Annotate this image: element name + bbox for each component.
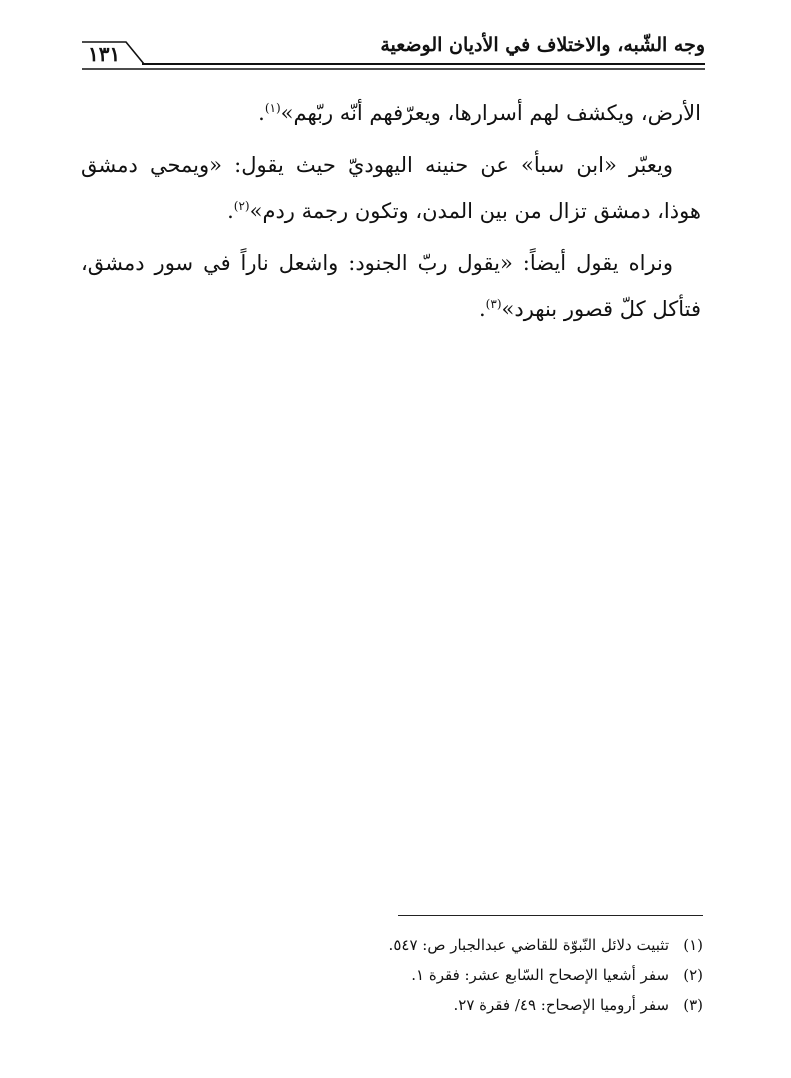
footnotes [303,930,703,1020]
footnote-ref: (١) [264,101,281,115]
header-title: وجه الشّبه، والاختلاف في الأديان الوضعية [380,34,705,56]
footnote-number: (٢) [683,966,703,984]
paragraph-text: الأرض، ويكشف لهم أسرارها، ويعرّفهم أنّه ربّهم» [280,101,701,125]
paragraph-tail: . [227,199,234,223]
paragraph-text: ونراه يقول أيضاً: «يقول ربّ الجنود: واشعل ناراً في سور دمشق، فتأكل كلّ قصور بنهرد» [81,251,701,321]
footnote-item [303,990,703,1020]
footnote-ref: (٢) [233,199,250,213]
footnote-text: سفر أشعيا الإصحاح السّابع عشر: فقرة ١. [411,966,669,984]
running-header [82,28,705,72]
footnote-separator [398,915,703,916]
footnote-number: (٣) [683,996,703,1014]
paragraph-text: ويعبّر «ابن سبأ» عن حنينه اليهوديّ حيث يقول: «ويمحي دمشق هوذا، دمشق تزال من بين المدن، وتكون رجمة ردم» [81,153,701,223]
paragraph-tail: . [478,297,486,321]
paragraph-3 [81,240,701,332]
paragraph-2 [81,142,701,234]
footnote-ref: (٣) [485,297,502,311]
footnote-text: تثبيت دلائل النّبوّة للقاضي عبدالجبار ص: ٥٤٧. [388,936,669,954]
body-text [81,90,701,338]
paragraph-1 [81,90,701,136]
footnote-number: (١) [683,936,703,954]
footnote-item [303,960,703,990]
footnote-item [303,930,703,960]
page-number: ١٣١ [88,42,121,66]
footnote-text: سفر أروميا الإصحاح: ٤٩/ فقرة ٢٧. [453,996,669,1014]
paragraph-tail: . [258,101,265,125]
